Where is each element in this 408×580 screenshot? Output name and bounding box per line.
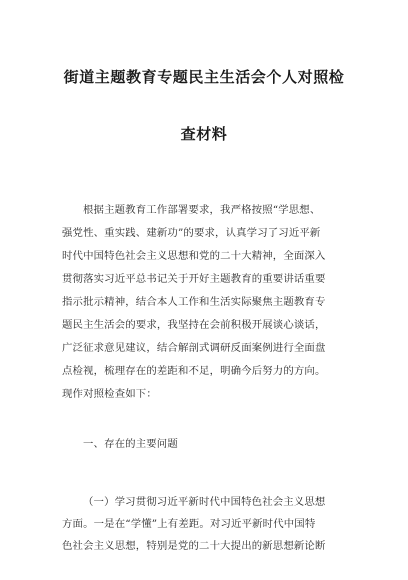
section-heading: 一、存在的主要问题 <box>83 438 178 450</box>
intro-line-7: 广泛征求意见建议，结合解剖式调研反面案例进行全面盘 <box>62 342 326 354</box>
intro-line-4: 贯彻落实习近平总书记关于开好主题教育的重要讲话重要 <box>62 273 326 285</box>
intro-line-5: 指示批示精神，结合本人工作和生活实际聚焦主题教育专 <box>62 296 326 308</box>
intro-line-2: 强党性、重实践、建新功”的要求，认真学习了习近平新 <box>62 227 321 239</box>
document-title-line-1: 街道主题教育专题民主生活会个人对照检 <box>63 68 345 86</box>
subsection-line-2: 方面。一是在“学懂”上有差距。对习近平新时代中国特 <box>62 518 316 530</box>
intro-line-3: 时代中国特色社会主义思想和党的二十大精神，全面深入 <box>62 250 326 262</box>
intro-line-6: 题民主生活会的要求，我坚持在会前积极开展谈心谈话， <box>62 319 326 331</box>
intro-line-1: 根据主题教育工作部署要求，我严格按照“学思想、 <box>83 204 321 216</box>
intro-line-8: 点检视，梳理存在的差距和不足，明确今后努力的方向。 <box>62 365 326 377</box>
subsection-line-1: （一）学习贯彻习近平新时代中国特色社会主义思想 <box>83 496 326 508</box>
subsection-line-3: 色社会主义思想，特别是党的二十大提出的新思想新论断 <box>62 540 326 552</box>
document-title-line-2: 查材料 <box>180 125 228 143</box>
intro-line-9: 现作对照检查如下： <box>62 388 157 400</box>
